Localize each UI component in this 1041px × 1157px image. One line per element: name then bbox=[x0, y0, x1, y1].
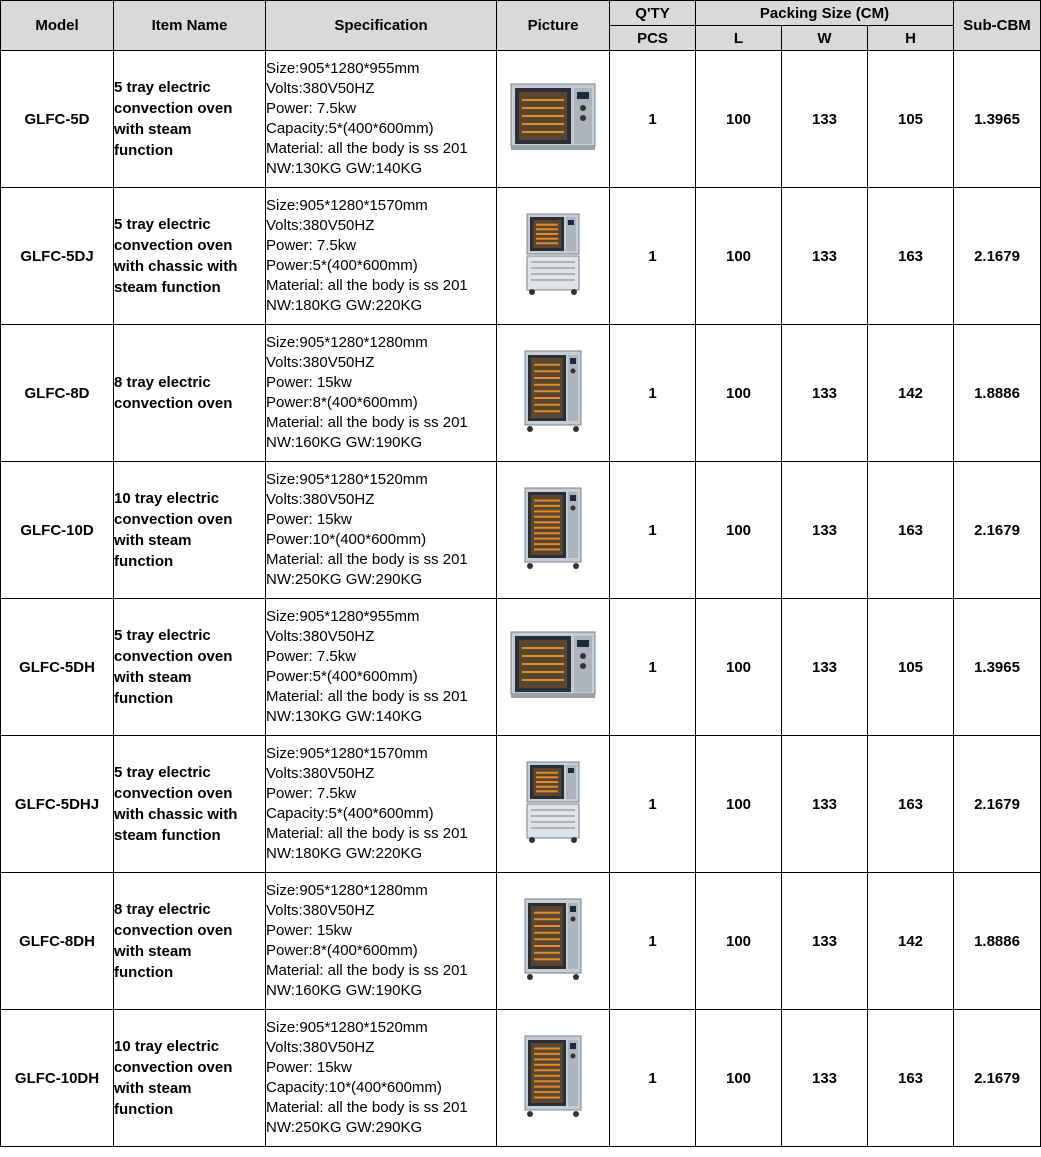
sub-cbm-cell: 2.1679 bbox=[954, 188, 1041, 325]
specification-cell bbox=[266, 462, 497, 599]
spec-line: Size:905*1280*1570mm bbox=[266, 745, 428, 762]
qty-cell: 1 bbox=[610, 462, 696, 599]
width-cell: 133 bbox=[782, 1010, 868, 1147]
header-picture: Picture bbox=[497, 1, 610, 51]
item-name-line: with steam bbox=[114, 943, 192, 960]
spec-line: Capacity:5*(400*600mm) bbox=[266, 805, 434, 822]
item-name-line: 10 tray electric bbox=[114, 490, 220, 507]
height-cell: 163 bbox=[868, 462, 954, 599]
spec-line: Volts:380V50HZ bbox=[266, 354, 375, 371]
height-cell: 163 bbox=[868, 1010, 954, 1147]
header-specification: Specification bbox=[266, 1, 497, 51]
item-name-line: convection oven bbox=[114, 785, 233, 802]
picture-cell bbox=[497, 736, 610, 873]
item-name-cell bbox=[114, 1010, 266, 1147]
item-name-line: convection oven bbox=[114, 511, 233, 528]
spec-line: Power:8*(400*600mm) bbox=[266, 394, 418, 411]
spec-line: Capacity:5*(400*600mm) bbox=[266, 120, 434, 137]
spec-line: Material: all the body is ss 201 bbox=[266, 414, 468, 431]
height-cell: 142 bbox=[868, 325, 954, 462]
spec-line: Capacity:10*(400*600mm) bbox=[266, 1079, 442, 1096]
sub-cbm-cell: 2.1679 bbox=[954, 1010, 1041, 1147]
item-name-cell bbox=[114, 188, 266, 325]
table-row bbox=[1, 736, 1041, 873]
qty-cell: 1 bbox=[610, 188, 696, 325]
model-cell: GLFC-5DJ bbox=[1, 188, 114, 325]
specification-cell bbox=[266, 736, 497, 873]
header-qty: Q'TY bbox=[610, 1, 696, 26]
height-cell: 142 bbox=[868, 873, 954, 1010]
spec-line: Material: all the body is ss 201 bbox=[266, 825, 468, 842]
width-cell: 133 bbox=[782, 736, 868, 873]
table-row bbox=[1, 599, 1041, 736]
model-cell: GLFC-5DHJ bbox=[1, 736, 114, 873]
item-name-cell bbox=[114, 599, 266, 736]
table-body bbox=[1, 51, 1041, 1147]
specification-cell bbox=[266, 325, 497, 462]
item-name-cell bbox=[114, 873, 266, 1010]
item-name-line: 5 tray electric bbox=[114, 627, 211, 644]
specification-cell bbox=[266, 873, 497, 1010]
model-cell: GLFC-5DH bbox=[1, 599, 114, 736]
height-cell: 163 bbox=[868, 188, 954, 325]
oven-image-icon bbox=[523, 212, 583, 301]
item-name-line: steam function bbox=[114, 827, 221, 844]
item-name-line: 8 tray electric bbox=[114, 901, 211, 918]
item-name-line: 5 tray electric bbox=[114, 216, 211, 233]
item-name-line: with steam bbox=[114, 669, 192, 686]
width-cell: 133 bbox=[782, 188, 868, 325]
spec-line: Volts:380V50HZ bbox=[266, 1039, 375, 1056]
spec-line: Size:905*1280*1520mm bbox=[266, 1019, 428, 1036]
item-name-line: steam function bbox=[114, 279, 221, 296]
spec-line: Power:8*(400*600mm) bbox=[266, 942, 418, 959]
spec-line: Volts:380V50HZ bbox=[266, 491, 375, 508]
header-model: Model bbox=[1, 1, 114, 51]
table-row bbox=[1, 462, 1041, 599]
spec-line: NW:160KG GW:190KG bbox=[266, 982, 423, 999]
spec-line: Material: all the body is ss 201 bbox=[266, 1099, 468, 1116]
spec-line: Volts:380V50HZ bbox=[266, 628, 375, 645]
spec-line: NW:130KG GW:140KG bbox=[266, 160, 423, 177]
length-cell: 100 bbox=[696, 736, 782, 873]
specification-cell bbox=[266, 599, 497, 736]
length-cell: 100 bbox=[696, 462, 782, 599]
item-name-line: function bbox=[114, 964, 174, 981]
table-row bbox=[1, 188, 1041, 325]
spec-line: NW:250KG GW:290KG bbox=[266, 1119, 423, 1136]
table-row bbox=[1, 873, 1041, 1010]
oven-image-icon bbox=[509, 82, 597, 157]
sub-cbm-cell: 1.8886 bbox=[954, 873, 1041, 1010]
qty-cell: 1 bbox=[610, 1010, 696, 1147]
length-cell: 100 bbox=[696, 188, 782, 325]
oven-image-icon bbox=[522, 349, 584, 438]
spec-line: Size:905*1280*955mm bbox=[266, 60, 420, 77]
sub-cbm-cell: 1.8886 bbox=[954, 325, 1041, 462]
qty-cell: 1 bbox=[610, 325, 696, 462]
picture-cell bbox=[497, 873, 610, 1010]
sub-cbm-cell: 1.3965 bbox=[954, 51, 1041, 188]
sub-cbm-cell: 2.1679 bbox=[954, 462, 1041, 599]
item-name-line: convection oven bbox=[114, 1059, 233, 1076]
spec-line: Power: 7.5kw bbox=[266, 785, 357, 802]
item-name-cell bbox=[114, 462, 266, 599]
item-name-line: 5 tray electric bbox=[114, 764, 211, 781]
length-cell: 100 bbox=[696, 325, 782, 462]
item-name-line: 10 tray electric bbox=[114, 1038, 220, 1055]
width-cell: 133 bbox=[782, 462, 868, 599]
picture-cell bbox=[497, 462, 610, 599]
spec-line: NW:180KG GW:220KG bbox=[266, 845, 423, 862]
spec-line: Size:905*1280*1280mm bbox=[266, 882, 428, 899]
spec-line: Power: 7.5kw bbox=[266, 100, 357, 117]
spec-line: Volts:380V50HZ bbox=[266, 217, 375, 234]
item-name-cell bbox=[114, 325, 266, 462]
picture-cell bbox=[497, 325, 610, 462]
width-cell: 133 bbox=[782, 873, 868, 1010]
qty-cell: 1 bbox=[610, 51, 696, 188]
model-cell: GLFC-10DH bbox=[1, 1010, 114, 1147]
spec-line: Volts:380V50HZ bbox=[266, 80, 375, 97]
specification-cell bbox=[266, 1010, 497, 1147]
item-name-line: with steam bbox=[114, 121, 192, 138]
picture-cell bbox=[497, 1010, 610, 1147]
item-name-line: function bbox=[114, 142, 174, 159]
model-cell: GLFC-5D bbox=[1, 51, 114, 188]
qty-cell: 1 bbox=[610, 599, 696, 736]
item-name-cell bbox=[114, 736, 266, 873]
spec-line: Material: all the body is ss 201 bbox=[266, 140, 468, 157]
length-cell: 100 bbox=[696, 1010, 782, 1147]
header-w: W bbox=[782, 26, 868, 51]
spec-line: Power:5*(400*600mm) bbox=[266, 257, 418, 274]
picture-cell bbox=[497, 188, 610, 325]
spec-line: Volts:380V50HZ bbox=[266, 765, 375, 782]
item-name-line: convection oven bbox=[114, 395, 233, 412]
model-cell: GLFC-10D bbox=[1, 462, 114, 599]
spec-line: NW:130KG GW:140KG bbox=[266, 708, 423, 725]
model-cell: GLFC-8DH bbox=[1, 873, 114, 1010]
width-cell: 133 bbox=[782, 51, 868, 188]
header-sub-cbm: Sub-CBM bbox=[954, 1, 1041, 51]
height-cell: 105 bbox=[868, 51, 954, 188]
spec-line: NW:250KG GW:290KG bbox=[266, 571, 423, 588]
picture-cell bbox=[497, 51, 610, 188]
item-name-line: with steam bbox=[114, 1080, 192, 1097]
header-pcs: PCS bbox=[610, 26, 696, 51]
sub-cbm-cell: 2.1679 bbox=[954, 736, 1041, 873]
table-row bbox=[1, 325, 1041, 462]
length-cell: 100 bbox=[696, 873, 782, 1010]
item-name-line: with chassic with bbox=[114, 258, 238, 275]
spec-line: NW:160KG GW:190KG bbox=[266, 434, 423, 451]
picture-cell bbox=[497, 599, 610, 736]
spec-line: Material: all the body is ss 201 bbox=[266, 688, 468, 705]
width-cell: 133 bbox=[782, 325, 868, 462]
oven-image-icon bbox=[509, 630, 597, 705]
item-name-line: with chassic with bbox=[114, 806, 238, 823]
spec-line: Power: 15kw bbox=[266, 922, 352, 939]
specification-cell bbox=[266, 188, 497, 325]
height-cell: 105 bbox=[868, 599, 954, 736]
item-name-line: convection oven bbox=[114, 922, 233, 939]
oven-image-icon bbox=[522, 486, 584, 575]
item-name-line: 8 tray electric bbox=[114, 374, 211, 391]
spec-line: Power: 15kw bbox=[266, 374, 352, 391]
table-row bbox=[1, 51, 1041, 188]
spec-line: Size:905*1280*1520mm bbox=[266, 471, 428, 488]
item-name-line: with steam bbox=[114, 532, 192, 549]
item-name-line: function bbox=[114, 1101, 174, 1118]
spec-line: Power: 15kw bbox=[266, 1059, 352, 1076]
item-name-line: convection oven bbox=[114, 237, 233, 254]
header-packing-size: Packing Size (CM) bbox=[696, 1, 954, 26]
item-name-line: function bbox=[114, 690, 174, 707]
oven-image-icon bbox=[522, 1034, 584, 1123]
model-cell: GLFC-8D bbox=[1, 325, 114, 462]
specification-cell bbox=[266, 51, 497, 188]
spec-line: Power:10*(400*600mm) bbox=[266, 531, 427, 548]
sub-cbm-cell: 1.3965 bbox=[954, 599, 1041, 736]
spec-line: Material: all the body is ss 201 bbox=[266, 277, 468, 294]
item-name-line: function bbox=[114, 553, 174, 570]
spec-line: Power: 15kw bbox=[266, 511, 352, 528]
height-cell: 163 bbox=[868, 736, 954, 873]
length-cell: 100 bbox=[696, 51, 782, 188]
header-item-name: Item Name bbox=[114, 1, 266, 51]
length-cell: 100 bbox=[696, 599, 782, 736]
table-row bbox=[1, 1010, 1041, 1147]
qty-cell: 1 bbox=[610, 873, 696, 1010]
spec-line: Volts:380V50HZ bbox=[266, 902, 375, 919]
spec-line: Size:905*1280*1570mm bbox=[266, 197, 428, 214]
width-cell: 133 bbox=[782, 599, 868, 736]
header-l: L bbox=[696, 26, 782, 51]
spec-line: Material: all the body is ss 201 bbox=[266, 962, 468, 979]
spec-line: NW:180KG GW:220KG bbox=[266, 297, 423, 314]
item-name-line: convection oven bbox=[114, 100, 233, 117]
spec-line: Size:905*1280*1280mm bbox=[266, 334, 428, 351]
item-name-cell bbox=[114, 51, 266, 188]
spec-line: Power: 7.5kw bbox=[266, 237, 357, 254]
oven-image-icon bbox=[522, 897, 584, 986]
oven-image-icon bbox=[523, 760, 583, 849]
spec-line: Power:5*(400*600mm) bbox=[266, 668, 418, 685]
header-h: H bbox=[868, 26, 954, 51]
spec-line: Size:905*1280*955mm bbox=[266, 608, 420, 625]
item-name-line: convection oven bbox=[114, 648, 233, 665]
item-name-line: 5 tray electric bbox=[114, 79, 211, 96]
spec-line: Material: all the body is ss 201 bbox=[266, 551, 468, 568]
spec-line: Power: 7.5kw bbox=[266, 648, 357, 665]
qty-cell: 1 bbox=[610, 736, 696, 873]
